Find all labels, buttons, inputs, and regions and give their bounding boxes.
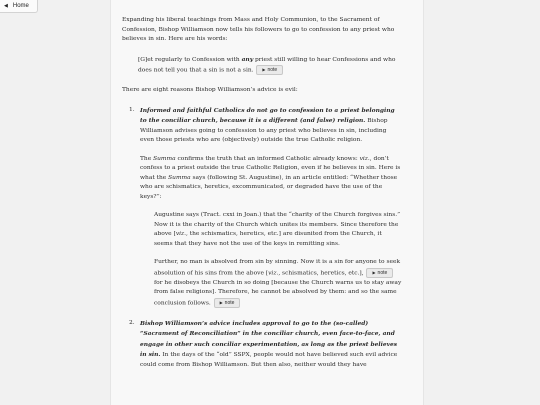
quote-emphasis: any: [241, 55, 254, 63]
home-button[interactable]: [0, 0, 38, 13]
item-heading: Bishop Williamson’s advice includes approval to go to the (so-called) “Sacrament of Reconciliation” in the conciliar church, even face-to-face, and engage in other such conciliar experimentation, as long as the priest believes in sin.: [140, 319, 398, 358]
reasons-lead: There are eight reasons Bishop Williamson’s advice is evil:: [122, 87, 298, 93]
item-number: 2.: [129, 319, 135, 326]
triangle-right-icon: ▶: [219, 299, 223, 305]
article-body: [122, 16, 402, 380]
item-heading: Informed and faithful Catholics do not go to confession to a priest belonging to the conciliar church, because it is a different (and false) religion.: [140, 106, 395, 124]
item-heading-paragraph: Bishop Williamson’s advice includes approval to go to the (so-called) “Sacrament of Reconciliation” in the conciliar church, even face-to-face, and engage in other such conciliar experimentation, as long as the priest believes in sin. In the days of the “old” SSPX, people would not have believed such evil advice could come from Bishop Williamson. But then also, neither would they have: [140, 319, 398, 368]
note-button[interactable]: ▶ note: [256, 65, 283, 75]
triangle-right-icon: ▶: [372, 269, 376, 275]
augustine-blockquote: Augustine says (Tract. cxxi in Joan.) that the “charity of the Church forgives sins.” Now it is the charity of the Church which unites its members. Since therefore the above [viz., the schismatics, heretics, etc.] are disunited from the Church, it seems that they have not the use of the keys in remitting sins.: [154, 212, 401, 247]
item-heading-paragraph: Informed and faithful Catholics do not go to confession to a priest belonging to the conciliar church, because it is a different (and false) religion. Bishop Williamson advises going to confession to any priest who believes in sin, including even those priests who are (objectively) outside the true Catholic religion.: [140, 106, 395, 143]
note-button[interactable]: ▶ note: [366, 268, 393, 278]
triangle-left-icon: ◀: [4, 3, 8, 9]
home-label: Home: [12, 3, 29, 9]
triangle-right-icon: ▶: [262, 67, 266, 72]
list-item: [122, 106, 402, 309]
item-number: 1.: [129, 106, 135, 113]
williamson-quote: [G]et regularly to Confession with any priest still willing to hear Confessions and who does not tell you that a sin is not a sin. ▶ note: [138, 55, 396, 74]
list-item: [122, 319, 402, 371]
note-button[interactable]: ▶ note: [214, 298, 241, 308]
summa-paragraph: The Summa confirms the truth that an informed Catholic already knows: viz., don’t confess to a priest outside the true Catholic Religion, even if he believes in sin. Here is what the Summa says (following St. Augustine), in an article entitled: “Whether those who are schismatics, heretics, excommunicated, or degraded have the use of the keys?”:: [140, 155, 401, 200]
absolution-blockquote: Further, no man is absolved from sin by sinning. Now it is a sin for anyone to seek absolution of his sins from the above [viz., schismatics, heretics, etc.], ▶ note for he disobeys the Church in so doing [because the Church warns us to stay away from false religions]. Therefore, he cannot be absolved by them: and so the same conclusion follows. ▶ note: [154, 259, 402, 306]
intro-paragraph: Expanding his liberal teachings from Mass and Holy Communion, to the Sacrament of Confession, Bishop Williamson now tells his followers to go to confession to any priest who believes in sin. Here are his words:: [122, 17, 395, 42]
